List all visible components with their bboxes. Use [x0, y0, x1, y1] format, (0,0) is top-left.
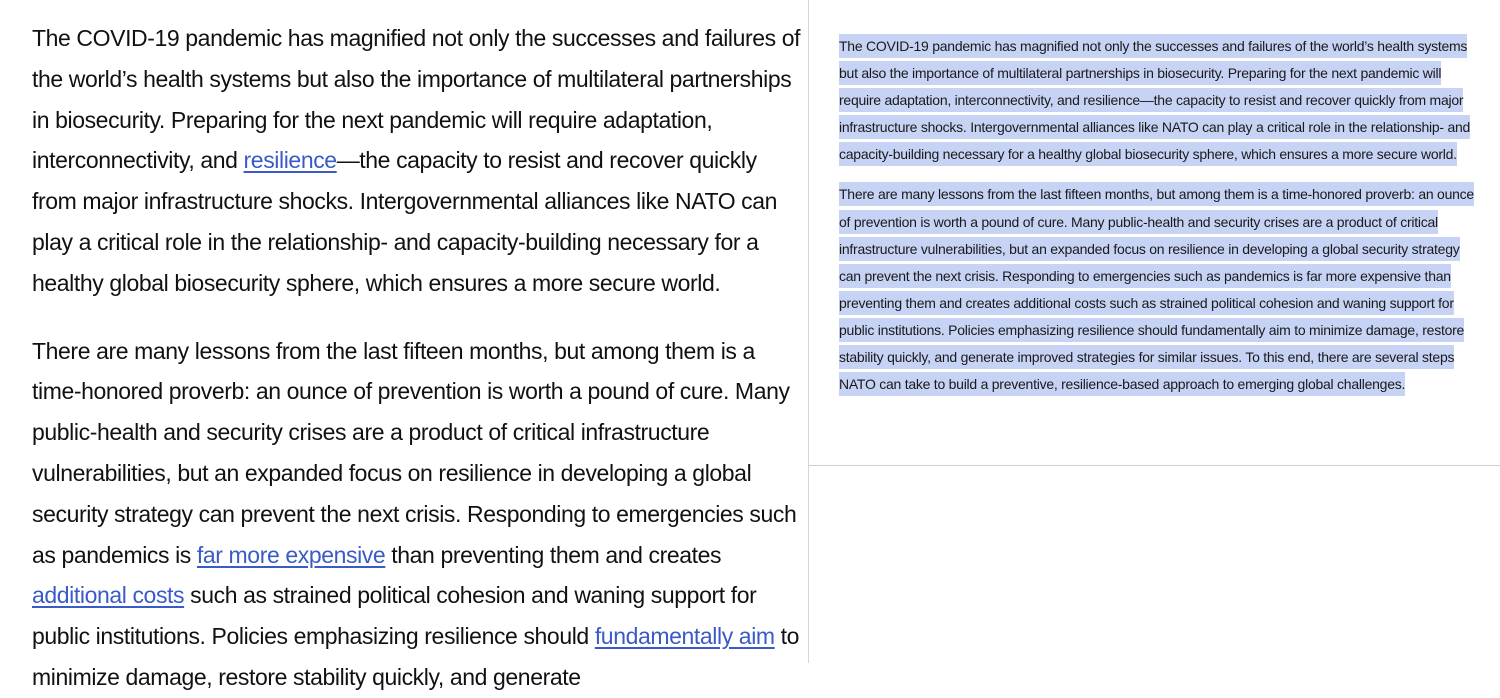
- article-body: [32, 18, 802, 698]
- document-page[interactable]: [809, 0, 1500, 466]
- document-paragraph-2[interactable]: [839, 181, 1479, 398]
- article-text: to minimize damage, restore stability quickly, and generate: [32, 623, 800, 690]
- selected-text[interactable]: There are many lessons from the last fifteen months, but among them is a time-honored proverb: an ounce of prevention is worth a pound of cure. Many public-health and security crises are a product of critical infrastructure vulnerabilities, but an expanded focus on resilience in developing a global security strategy can prevent the next crisis. Responding to emergencies such as pandemics is far more expensive than preventing them and creates additional costs such as strained political cohesion and waning support for public institutions. Policies emphasizing resilience should fundamentally aim to minimize damage, restore stability quickly, and generate improved strategies for similar issues. To this end, there are several steps NATO can take to build a preventive, resilience-based approach to emerging global challenges.: [839, 182, 1474, 396]
- article-paragraph-2: [32, 331, 802, 698]
- selected-text[interactable]: The COVID-19 pandemic has magnified not only the successes and failures of the world’s health systems but also the importance of multilateral partnerships in biosecurity. Preparing for the next pandemic will require adaptation, interconnectivity, and resilience—the capacity to resist and recover quickly from major infrastructure shocks. Intergovernmental alliances like NATO can play a critical role in the relationship- and capacity-building necessary for a healthy global biosecurity sphere, which ensures a more secure world.: [839, 34, 1470, 166]
- article-text: such as strained political cohesion and waning support for public institutions. Policies emphasizing resilience should: [32, 582, 757, 650]
- article-text: —the capacity to resist and recover quickly from major infrastructure shocks. Intergovernmental alliances like NATO can play a critical role in the relationship- and capacity-building necessary for a healthy global biosecurity sphere, which ensures a more secure world.: [32, 147, 778, 296]
- document-body[interactable]: [839, 33, 1479, 398]
- document-paragraph-1[interactable]: [839, 33, 1479, 168]
- additional-costs-link[interactable]: additional costs: [32, 582, 185, 609]
- article-paragraph-1: [32, 18, 802, 304]
- fundamentally-aim-link[interactable]: fundamentally aim: [594, 623, 775, 650]
- article-text: There are many lessons from the last fifteen months, but among them is a time-honored proverb: an ounce of prevention is worth a pound of cure. Many public-health and security crises are a product of critical infrastructure vulnerabilities, but an expanded focus on resilience in developing a global security strategy can prevent the next crisis. Responding to emergencies such as pandemics is: [32, 337, 797, 568]
- article-text: The COVID-19 pandemic has magnified not only the successes and failures of the world’s health systems but also the importance of multilateral partnerships in biosecurity. Preparing for the next pandemic will require adaptation, interconnectivity, and: [32, 25, 801, 174]
- resilience-link[interactable]: resilience: [243, 147, 337, 174]
- far-more-expensive-link[interactable]: far more expensive: [196, 541, 386, 568]
- article-text: than preventing them and creates: [385, 541, 722, 568]
